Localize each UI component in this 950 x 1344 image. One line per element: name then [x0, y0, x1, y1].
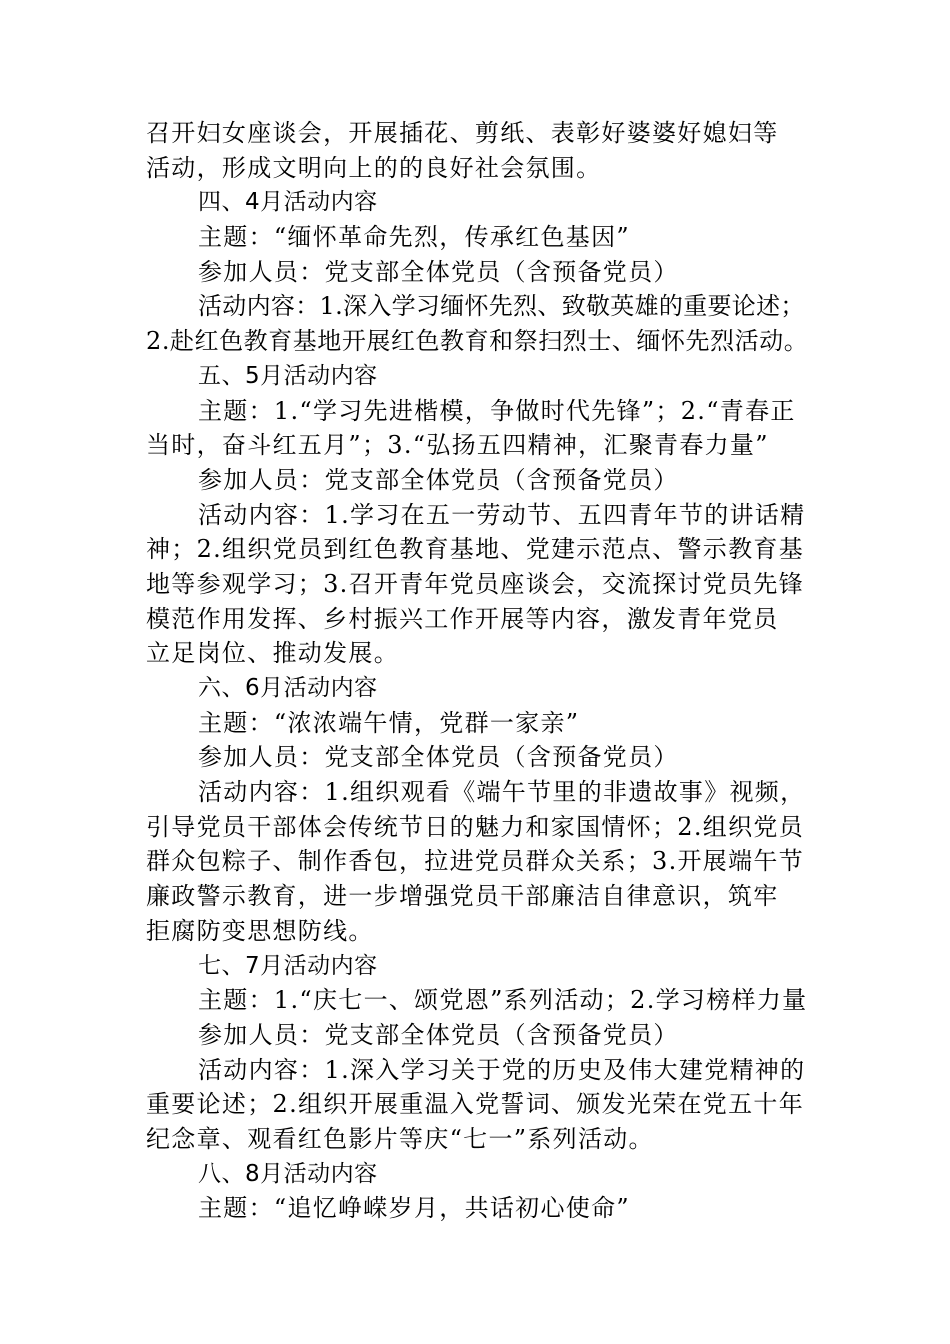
- paragraph-line: 廉政警示教育，进一步增强党员干部廉洁自律意识，筑牢: [146, 882, 779, 911]
- paragraph-line: 召开妇女座谈会，开展插花、剪纸、表彰好婆婆好媳妇等: [146, 119, 779, 147]
- paragraph-line: 拒腐防变思想防线。: [146, 916, 374, 945]
- paragraph-line: 主题：“追忆峥嵘岁月，共话初心使命”: [198, 1194, 630, 1223]
- paragraph-line: 活动，形成文明向上的的良好社会氛围。: [146, 153, 602, 182]
- paragraph-line: 模范作用发挥、乡村振兴工作开展等内容，激发青年党员: [146, 604, 779, 633]
- paragraph-line: 主题：“缅怀革命先烈，传承红色基因”: [198, 223, 630, 252]
- paragraph-line: 重要论述；2.组织开展重温入党誓词、颁发光荣在党五十年: [146, 1090, 804, 1119]
- section-heading: 四、4月活动内容: [198, 189, 378, 216]
- section-heading: 六、6月活动内容: [198, 675, 378, 701]
- paragraph-line: 2.赴红色教育基地开展红色教育和祭扫烈士、缅怀先烈活动。: [146, 327, 809, 356]
- paragraph-line: 引导党员干部体会传统节日的魅力和家国情怀；2.组织党员: [146, 812, 804, 841]
- section-heading: 八、8月活动内容: [198, 1160, 378, 1187]
- section-heading: 五、5月活动内容: [198, 362, 378, 389]
- paragraph-line: 参加人员：党支部全体党员（含预备党员）: [198, 465, 679, 494]
- paragraph-line: 主题：1.“庆七一、颂党恩”系列活动；2.学习榜样力量: [198, 986, 808, 1015]
- paragraph-line: 主题：“浓浓端午情，党群一家亲”: [198, 708, 580, 737]
- paragraph-line: 立足岗位、推动发展。: [146, 639, 399, 668]
- paragraph-line: 纪念章、观看红色影片等庆“七一”系列活动。: [146, 1124, 654, 1153]
- document-body: [146, 116, 808, 1226]
- paragraph-line: 参加人员：党支部全体党员（含预备党员）: [198, 257, 679, 286]
- paragraph-line: 当时，奋斗红五月”；3.“弘扬五四精神，汇聚青春力量”: [146, 431, 769, 460]
- paragraph-line: 参加人员：党支部全体党员（含预备党员）: [198, 1020, 679, 1049]
- paragraph-line: 活动内容：1.深入学习关于党的历史及伟大建党精神的: [198, 1055, 806, 1084]
- paragraph-line: 活动内容：1.组织观看《端午节里的非遗故事》视频，: [198, 778, 806, 807]
- paragraph-line: 活动内容：1.深入学习缅怀先烈、致敬英雄的重要论述；: [198, 292, 805, 321]
- paragraph-line: 地等参观学习；3.召开青年党员座谈会，交流探讨党员先锋: [146, 569, 804, 598]
- paragraph-line: 参加人员：党支部全体党员（含预备党员）: [198, 743, 679, 772]
- paragraph-line: 神；2.组织党员到红色教育基地、党建示范点、警示教育基: [146, 535, 804, 564]
- paragraph-line: 活动内容：1.学习在五一劳动节、五四青年节的讲话精: [198, 500, 806, 529]
- paragraph-line: 主题：1.“学习先进楷模，争做时代先锋”；2.“青春正: [198, 396, 796, 425]
- paragraph-line: 群众包粽子、制作香包，拉进党员群众关系；3.开展端午节: [146, 847, 804, 876]
- section-heading: 七、7月活动内容: [198, 952, 378, 979]
